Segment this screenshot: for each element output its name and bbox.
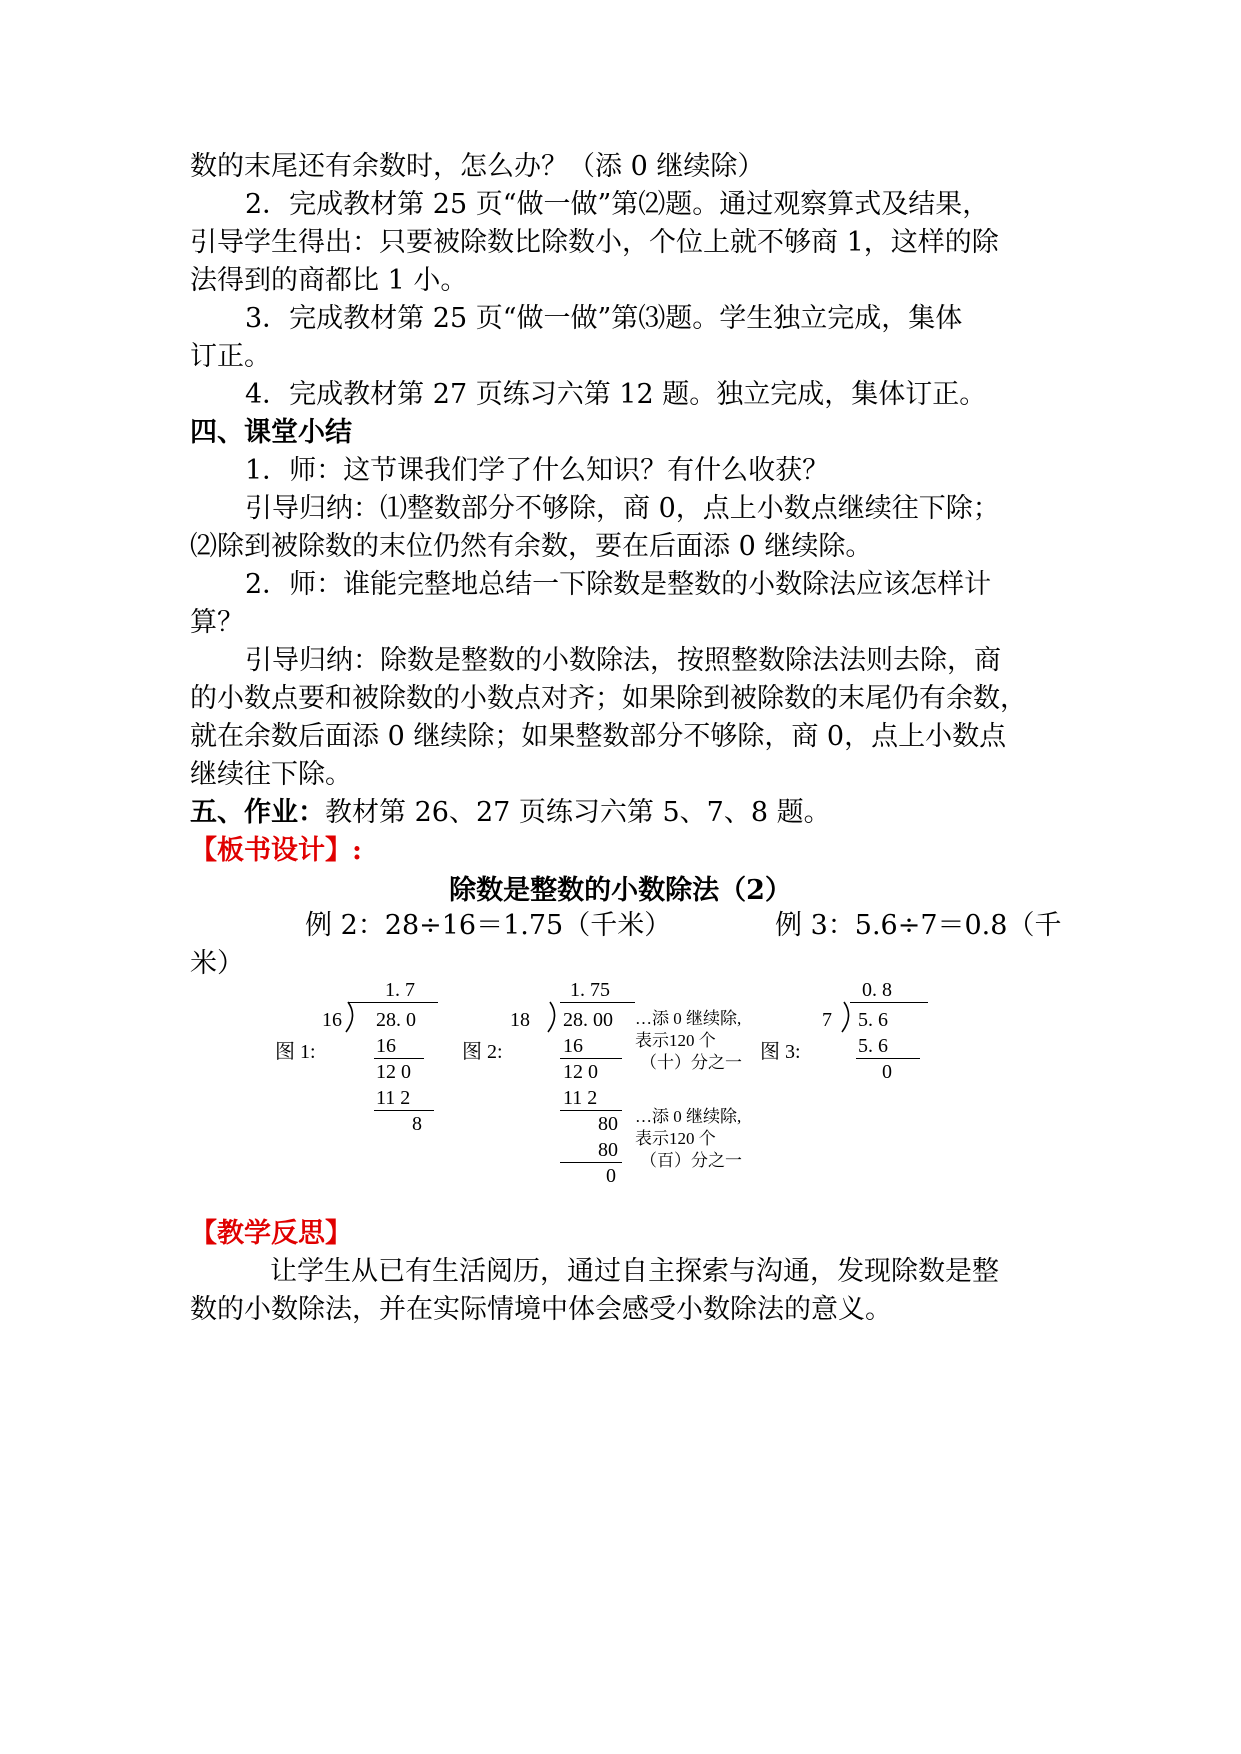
figure-label: 图 3:	[760, 1041, 801, 1063]
dividend: 5. 6	[858, 1009, 888, 1031]
divisor: 16	[322, 1009, 342, 1031]
division-bracket	[842, 1002, 856, 1034]
note-line: …添 0 继续除,	[635, 1009, 742, 1028]
figure-label: 图 1:	[275, 1041, 316, 1063]
paragraph-line: 就在余数后面添 0 继续除；如果整数部分不够除，商 0，点上小数点	[190, 721, 1007, 752]
paragraph-line: 引导学生得出：只要被除数比除数小，个位上就不够商 1，这样的除	[190, 227, 999, 258]
paragraph-line: 引导归纳：除数是整数的小数除法，按照整数除法法则去除，商	[245, 645, 1001, 676]
paragraph-line: 法得到的商都比 1 小。	[190, 265, 468, 296]
board-title: 除数是整数的小数除法（2）	[449, 875, 792, 906]
figure-label: 图 2:	[462, 1041, 503, 1063]
step-row: 16	[563, 1035, 583, 1057]
example-2: 例 2：28÷16＝1.75（千米）	[305, 910, 672, 941]
note-line: （百）分之一	[640, 1151, 742, 1170]
reflection-line: 让学生从已有生活阅历，通过自主探索与沟通，发现除数是整	[270, 1256, 999, 1287]
dividend: 28. 0	[376, 1009, 416, 1031]
paragraph-line: 数的末尾还有余数时，怎么办？（添 0 继续除）	[190, 151, 765, 182]
dividend: 28. 00	[563, 1009, 613, 1031]
section-heading: 五、作业：	[190, 797, 325, 828]
homework-text: 教材第 26、27 页练习六第 5、7、8 题。	[325, 797, 831, 828]
quotient: 1. 75	[570, 979, 610, 1001]
divisor: 7	[822, 1009, 832, 1031]
paragraph-line: 继续往下除。	[190, 759, 352, 790]
step-row: 5. 6	[858, 1035, 888, 1057]
step-row: 16	[376, 1035, 396, 1057]
step-row: 80	[598, 1139, 618, 1161]
paragraph-line: 4．完成教材第 27 页练习六第 12 题。独立完成，集体订正。	[245, 379, 987, 410]
quotient: 1. 7	[385, 979, 415, 1001]
note-line: …添 0 继续除,	[635, 1107, 742, 1126]
homework-line	[190, 794, 831, 832]
note-line: 表示120 个	[635, 1031, 716, 1050]
section-heading: 四、课堂小结	[190, 417, 352, 448]
step-row: 11 2	[376, 1087, 411, 1109]
example-3: 例 3：5.6÷7＝0.8（千	[775, 910, 1062, 941]
paragraph-line: 2．师：谁能完整地总结一下除数是整数的小数除法应该怎样计	[245, 569, 992, 600]
example-3-cont: 米）	[190, 948, 244, 979]
divisor: 18	[510, 1009, 530, 1031]
paragraph-line: 算？	[190, 607, 244, 638]
paragraph-line: 订正。	[190, 341, 271, 372]
reflection-line: 数的小数除法，并在实际情境中体会感受小数除法的意义。	[190, 1294, 892, 1325]
step-row: 8	[412, 1113, 422, 1135]
step-row: 12 0	[376, 1061, 411, 1083]
note-line: 表示120 个	[635, 1129, 716, 1148]
step-row: 0	[882, 1061, 892, 1083]
division-bracket	[346, 1002, 360, 1034]
reflection-heading: 【教学反思】	[190, 1218, 352, 1249]
step-row: 12 0	[563, 1061, 598, 1083]
paragraph-line: 3．完成教材第 25 页“做一做”第⑶题。学生独立完成，集体	[245, 303, 963, 334]
paragraph-line: ⑵除到被除数的末位仍然有余数，要在后面添 0 继续除。	[190, 531, 873, 562]
note-line: （十）分之一	[640, 1053, 742, 1072]
paragraph-line: 1．师：这节课我们学了什么知识？有什么收获？	[245, 455, 830, 486]
paragraph-line: 2．完成教材第 25 页“做一做”第⑵题。通过观察算式及结果，	[245, 189, 990, 220]
paragraph-line: 引导归纳：⑴整数部分不够除，商 0，点上小数点继续往下除；	[245, 493, 1000, 524]
quotient: 0. 8	[862, 979, 892, 1001]
step-row: 11 2	[563, 1087, 598, 1109]
step-row: 80	[598, 1113, 618, 1135]
paragraph-line: 的小数点要和被除数的小数点对齐；如果除到被除数的末尾仍有余数，	[190, 683, 1027, 714]
board-heading: 【板书设计】:	[190, 835, 362, 866]
division-bracket	[548, 1002, 562, 1034]
step-row: 0	[606, 1165, 616, 1187]
